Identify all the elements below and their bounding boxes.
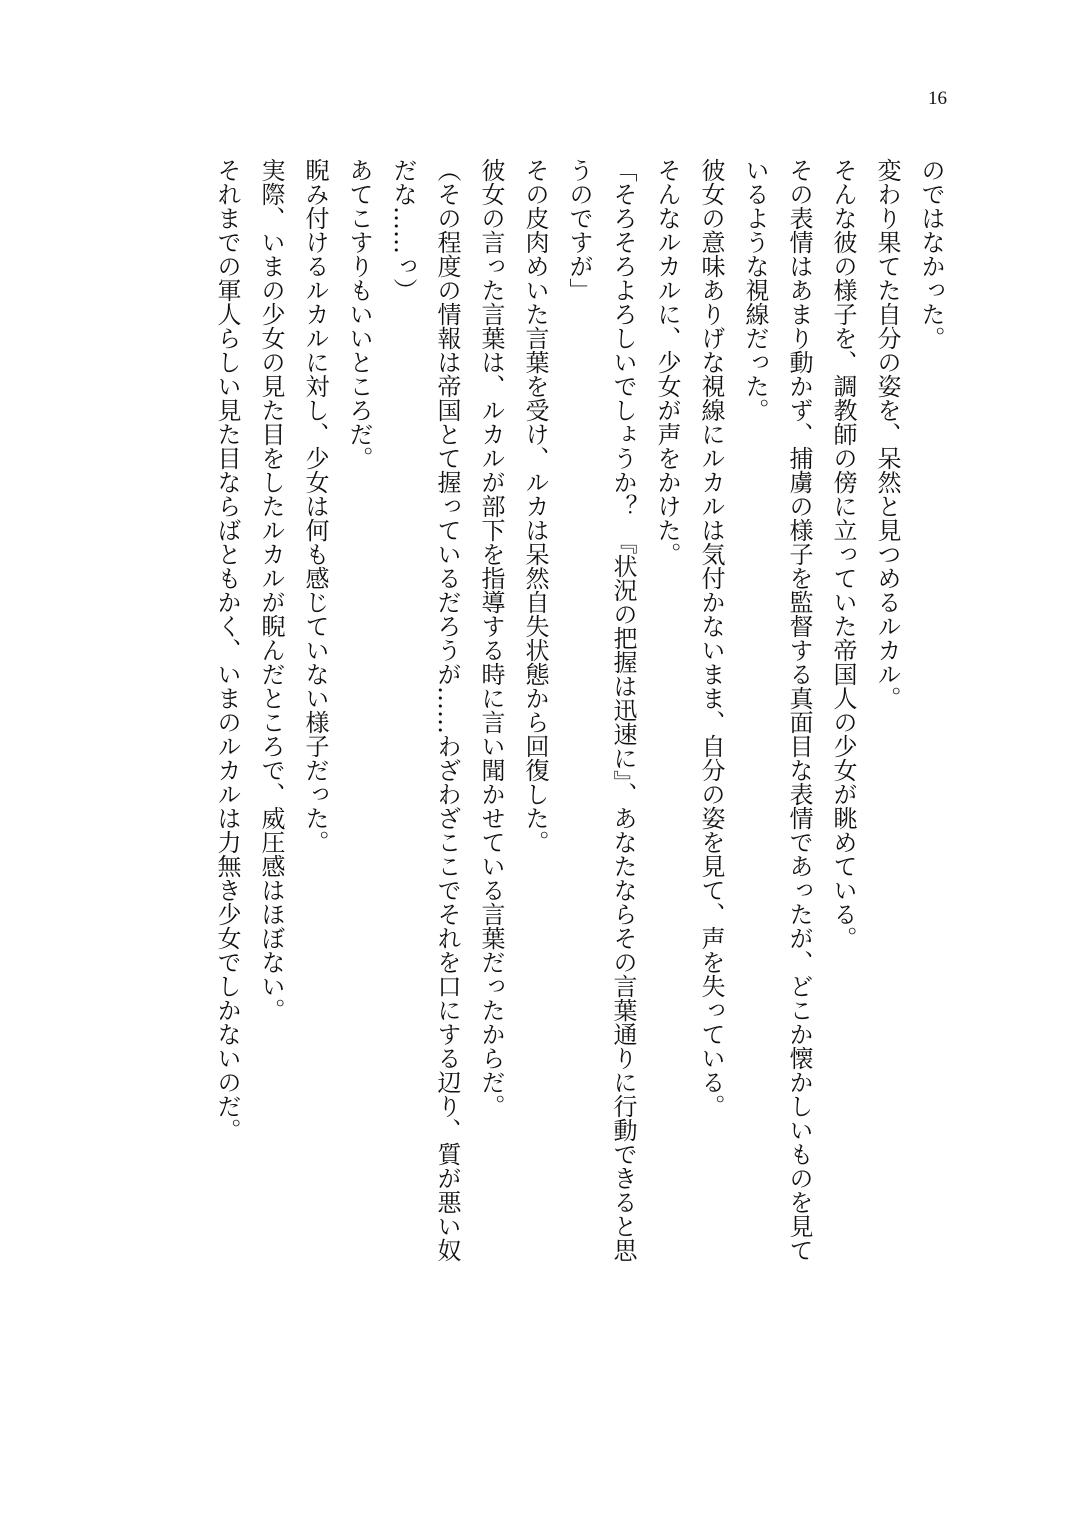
vertical-text-body [205,158,953,1268]
paragraph: あてこすりもいいところだ。 [345,158,373,470]
paragraph: 実際、いまの少女の見た目をしたルカルが睨んだところで、威圧感はほぼない。 [257,158,285,1022]
paragraph: 変わり果てた自分の姿を、呆然と見つめるルカル。 [873,158,901,710]
paragraph: そんな彼の様子を、調教師の傍に立っていた帝国人の少女が眺めている。 [829,158,857,950]
paragraph: のではなかった。 [917,158,945,350]
paragraph: それまでの軍人らしい見た目ならばともかく、いまのルカルは力無き少女でしかないのだ。 [213,158,241,1142]
paragraph: その皮肉めいた言葉を受け、ルカは呆然自失状態から回復した。 [521,158,549,854]
page-number: 16 [928,88,947,109]
paragraph: 「そろそろよろしいでしょうか？ 『状況の把握は迅速に』、あなたならその言葉通りに行動できると思うのですが」 [565,158,637,1262]
paragraph: そんなルカルに、少女が声をかけた。 [653,158,681,566]
paragraph: （その程度の情報は帝国とて握っているだろうが……わざわざここでそれを口にする辺り、質が悪い奴だな……っ） [389,158,461,1262]
paragraph: 睨み付けるルカルに対し、少女は何も感じていない様子だった。 [301,158,329,854]
paragraph: 彼女の言った言葉は、ルカルが部下を指導する時に言い聞かせている言葉だったからだ。 [477,158,505,1118]
paragraph: 彼女の意味ありげな視線にルカルは気付かないまま、自分の姿を見て、声を失っている。 [697,158,725,1118]
paragraph: その表情はあまり動かず、捕虜の様子を監督する真面目な表情であったが、どこか懐かしいものを見ているような視線だった。 [741,158,813,1262]
